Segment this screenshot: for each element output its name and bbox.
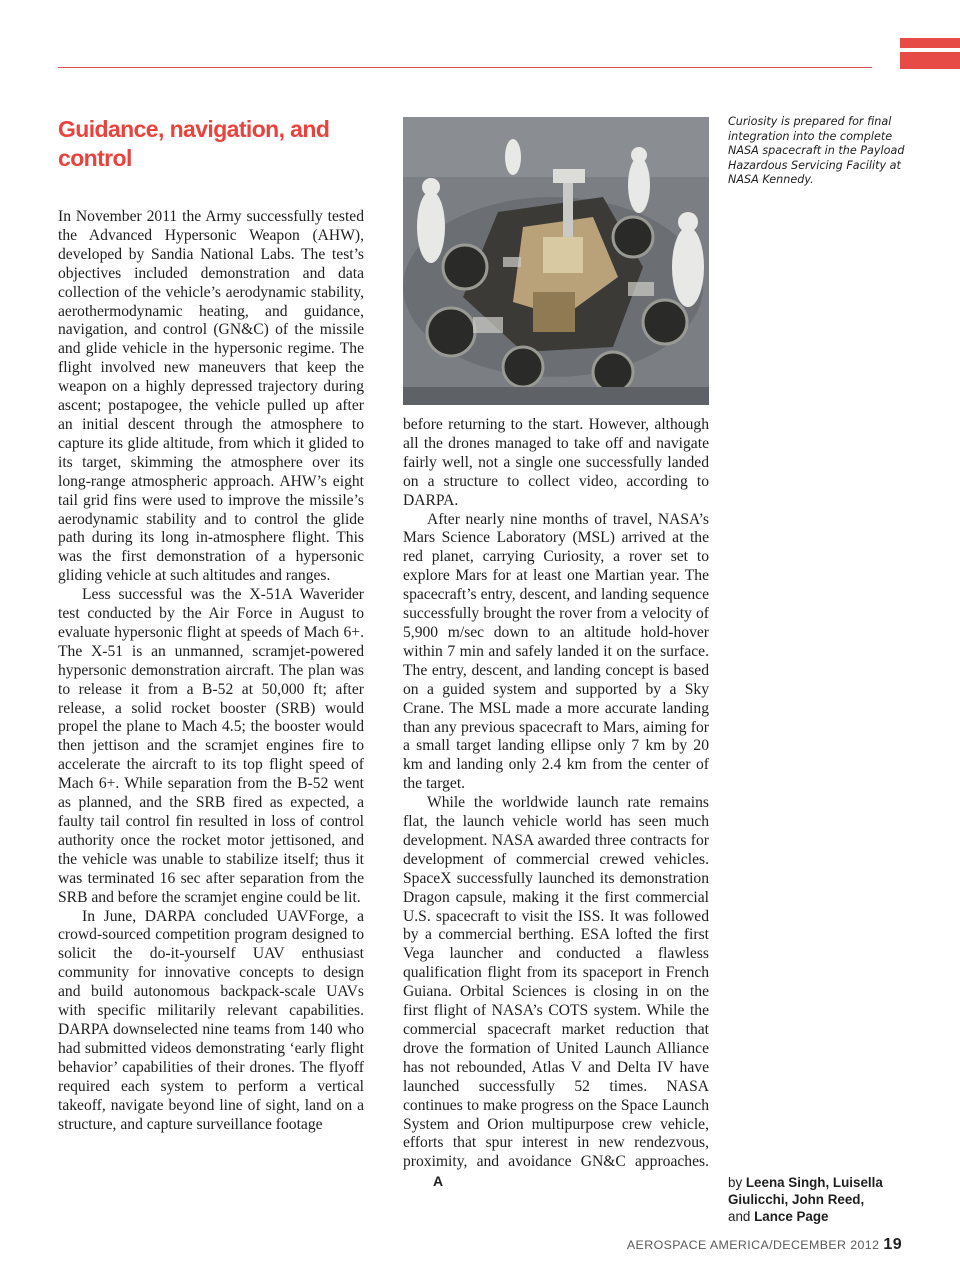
article-column-1 (58, 208, 364, 1134)
paragraph-x51: Less successful was the X-51A Waverider test conducted by the Air Force in August to evaluate hypersonic flight at speeds of Mach 6+. The X-51 is an unmanned, scramjet-powered hypersonic demonstration aircraft. The plan was to release it from a B-52 at 50,000 ft; after release, a solid rocket booster (SRB) would propel the plane to Mach 4.5; the booster would then jettison and the scramjet engines fire to accelerate the aircraft to its top flight speed of Mach 6+. While separation from the B-52 went as planned, and the SRB fired as expected, a faulty tail control fin resulted in loss of control authority once the rocket motor jettisoned, and the vehicle was unable to stabilize itself; thus it was terminated 16 sec after separation from the SRB and before the scramjet engine could be lit. (58, 586, 364, 906)
paragraph-msl: After nearly nine months of travel, NASA’s Mars Science Laboratory (MSL) arrived at the red planet, carrying Curiosity, a rover set to explore Mars for at least one Martian year. The spacecraft’s entry, descent, and landing sequence successfully brought the rover from a velocity of 5,900 m/sec down to an altitude hold-hover within 7 min and safely landed it on the surface. The entry, descent, and landing concept is based on a guided system and supported by a Sky Crane. The MSL made a more accurate landing than any previous spacecraft to Mars, aiming for a small target landing ellipse only 7 km by 20 km and landing only 2.4 km from the center of the target. (403, 510, 709, 793)
byline-prefix: by (728, 1175, 746, 1190)
byline-last-author: Lance Page (754, 1209, 829, 1224)
paragraph-launch-text: While the worldwide launch rate remains flat, the launch vehicle world has seen much development. NASA awarded three contracts for development of commercial crewed vehicles. SpaceX successfully launched its demonstration Dragon capsule, making it the first commercial U.S. spacecraft to visit the ISS. It was followed by a commercial berthing. ESA lofted the first Vega launcher and conducted a flawless qualification flight from its spaceport in French Guiana. Orbital Sciences is closing in on the first flight of NASA’s COTS system. While the commercial spacecraft market reduction that drove the formation of United Launch Alliance has not rebounded, Atlas V and Delta IV have launched successfully 52 times. NASA continues to make progress on the Space Launch System and Orion multipurpose crew vehicle, efforts that spur interest in new rendezvous, proximity, and avoidance GN&C approaches. (403, 794, 709, 1171)
curiosity-rover-illustration (403, 117, 709, 405)
article-column-2 (403, 416, 709, 1192)
paragraph-uavforge: In June, DARPA concluded UAVForge, a crowd-sourced competition program designed to solicit the do-it-yourself UAV enthusiast community for innovative concepts to design and build autonomous backpack-scale UAVs with specific militarily relevant capabilities. DARPA downselected nine teams from 140 who had submitted videos demonstrating ‘early flight behavior’ capabilities of their drones. The flyoff required each system to perform a vertical takeoff, navigate beyond line of sight, land on a structure, and capture surveillance footage (58, 907, 364, 1133)
page-footer (627, 1236, 902, 1254)
curiosity-photo (403, 117, 709, 405)
corner-tab (900, 38, 960, 69)
photo-caption: Curiosity is prepared for final integration into the complete NASA spacecraft in the Payload Hazardous Servicing Facility at NASA Kennedy. (728, 115, 905, 187)
publication-name: AEROSPACE AMERICA/DECEMBER 2012 (626, 1238, 880, 1252)
header-rule (58, 67, 872, 68)
paragraph-uavforge-cont: before returning to the start. However, although all the drones managed to take off and navigate fairly well, not a single one successfully landed on a structure to collect video, according to DARPA. (403, 416, 709, 509)
byline-conjunction: and (728, 1209, 755, 1224)
end-mark: A (433, 1173, 444, 1190)
byline-authors: Leena Singh, Luisella Giulicchi, John Reed, (728, 1175, 883, 1207)
page-number: 19 (883, 1236, 902, 1253)
byline (728, 1174, 928, 1225)
paragraph-launch (403, 794, 709, 1192)
paragraph-ahw: In November 2011 the Army successfully tested the Advanced Hypersonic Weapon (AHW), developed by Sandia National Labs. The test’s objectives included demonstration and data collection of the vehicle’s aerodynamic stability, aerothermodynamic heating, and guidance, navigation, and control (GN&C) of the missile and glide vehicle in the hypersonic regime. The flight involved new maneuvers that keep the weapon on a highly depressed trajectory during ascent; postapogee, the vehicle pulled up after an initial descent through the atmosphere to capture its glide altitude, from which it glided to its target, skimming the atmosphere over its long-range atmospheric approach. AHW’s eight tail grid fins were used to improve the missile’s aerodynamic stability and to control the glide path during its long in-atmosphere flight. This was the first demonstration of a hypersonic gliding vehicle at such altitudes and ranges. (58, 208, 364, 585)
section-title: Guidance, navigation, and control (58, 116, 330, 171)
